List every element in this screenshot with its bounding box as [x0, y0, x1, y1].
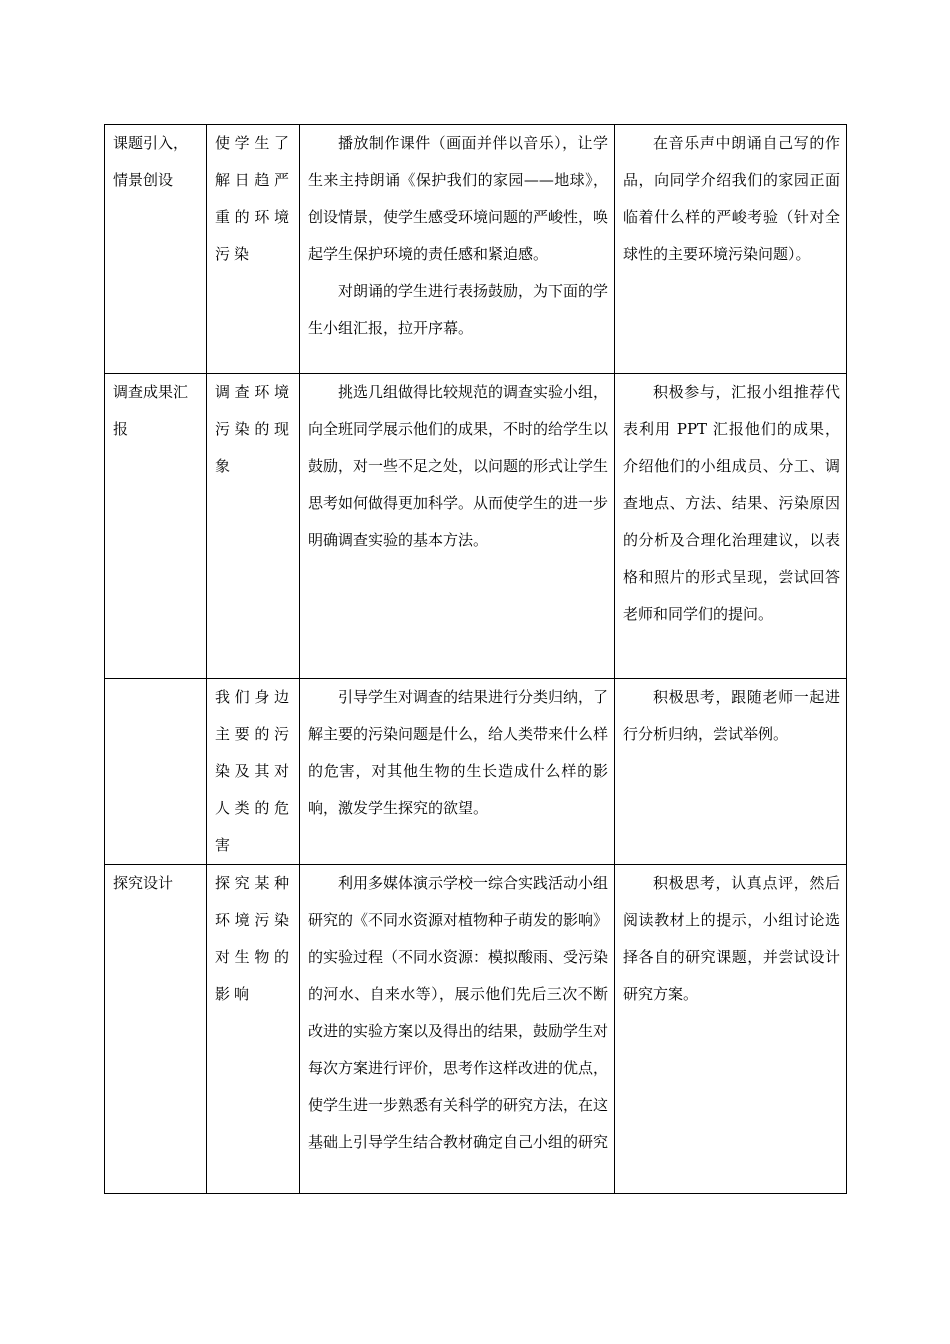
student-paragraph: 积极思考，认真点评，然后阅读教材上的提示，小组讨论选择各自的研究课题，并尝试设计研究方案。	[623, 874, 840, 1003]
teacher-activity-cell	[300, 374, 615, 679]
table-row	[105, 679, 847, 865]
student-paragraph: 积极思考，跟随老师一起进行分析归纳，尝试举例。	[623, 688, 840, 743]
student-activity-cell	[615, 125, 847, 374]
teacher-paragraph: 对朗诵的学生进行表扬鼓励，为下面的学生小组汇报，拉开序幕。	[308, 282, 609, 337]
teacher-activity-cell	[300, 865, 615, 1194]
teacher-paragraph: 引导学生对调查的结果进行分类归纳，了解主要的污染问题是什么，给人类带来什么样的危害，对其他生物的生长造成什么样的影响，激发学生探究的欲望。	[308, 688, 609, 817]
stage-cell	[105, 679, 207, 865]
student-activity-cell	[615, 865, 847, 1194]
student-activity-cell	[615, 374, 847, 679]
teacher-paragraph: 挑选几组做得比较规范的调查实验小组，向全班同学展示他们的成果，不时的给学生以鼓励，对一些不足之处，以问题的形式让学生思考如何做得更加科学。从而使学生的进一步明确调查实验的基本方法。	[308, 383, 609, 549]
stage-cell: 探究设计	[105, 865, 207, 1194]
stage-cell: 课题引入，情景创设	[105, 125, 207, 374]
teacher-activity-cell	[300, 125, 615, 374]
teacher-paragraph: 利用多媒体演示学校一综合实践活动小组研究的《不同水资源对植物种子萌发的影响》的实验过程（不同水资源：模拟酸雨、受污染的河水、自来水等），展示他们先后三次不断改进的实验方案以及得出的结果，鼓励学生对每次方案进行评价，思考作这样改进的优点，使学生进一步熟悉有关科学的研究方法，在这基础上引导学生结合教材确定自己小组的研究	[308, 874, 609, 1151]
goal-cell: 使学生了解日趋严重的环境污染	[207, 125, 300, 374]
teacher-activity-cell	[300, 679, 615, 865]
student-activity-cell	[615, 679, 847, 865]
student-paragraph: 积极参与，汇报小组推荐代表利用 PPT 汇报他们的成果，介绍他们的小组成员、分工、调查地点、方法、结果、污染原因的分析及合理化治理建议，以表格和照片的形式呈现，尝试回答老师和同学们的提问。	[623, 383, 840, 623]
student-paragraph: 在音乐声中朗诵自己写的作品，向同学介绍我们的家园正面临着什么样的严峻考验（针对全球性的主要环境污染问题）。	[623, 134, 840, 263]
lesson-plan-table	[104, 124, 847, 1194]
goal-cell: 调查环境污染的现象	[207, 374, 300, 679]
goal-cell: 我们身边主要的污染及其对人类的危害	[207, 679, 300, 865]
teacher-paragraph: 播放制作课件（画面并伴以音乐），让学生来主持朗诵《保护我们的家园——地球》，创设情景，使学生感受环境问题的严峻性，唤起学生保护环境的责任感和紧迫感。	[308, 134, 609, 263]
table-row	[105, 865, 847, 1194]
stage-cell: 调查成果汇报	[105, 374, 207, 679]
table-row	[105, 374, 847, 679]
table-row	[105, 125, 847, 374]
goal-cell: 探究某种环境污染对生物的影响	[207, 865, 300, 1194]
